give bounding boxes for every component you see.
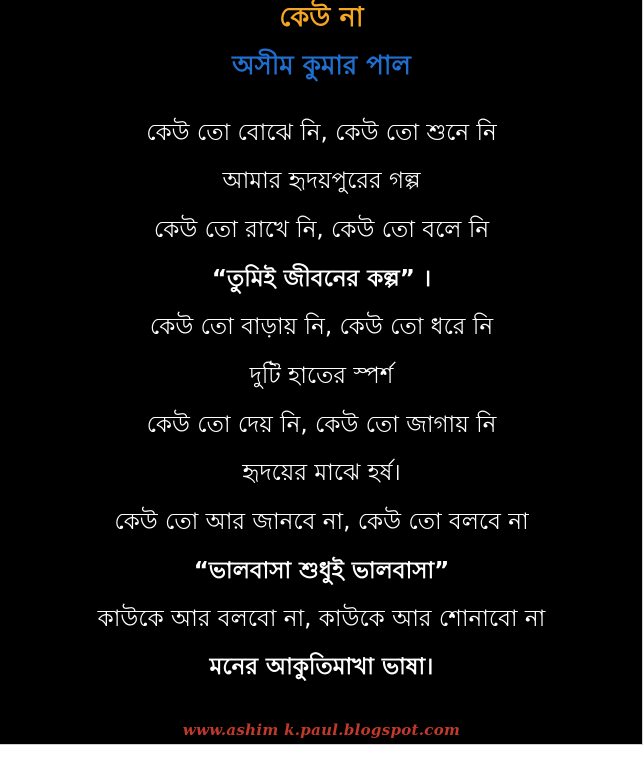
poem-line: কেউ তো দেয় নি, কেউ তো জাগায় নি bbox=[146, 412, 497, 438]
poem-line: “ভালবাসা শুধুই ভালবাসা” bbox=[193, 558, 450, 584]
blog-url: www.ashim k.paul.blogspot.com bbox=[182, 721, 461, 739]
poem-line: আমার হৃদয়পুরের গল্প bbox=[222, 168, 421, 194]
poem-line: মনের আকুতিমাখা ভাষা। bbox=[209, 654, 434, 680]
poem-line: কেউ তো বাড়ায় নি, কেউ তো ধরে নি bbox=[149, 314, 494, 340]
poem-line: “তুমিই জীবনের কল্প” । bbox=[211, 266, 432, 292]
poem-author: অসীম কুমার পাল bbox=[232, 51, 411, 81]
poem-line: হৃদয়ের মাঝে হর্ষ। bbox=[242, 460, 401, 486]
poem-line: কেউ তো রাখে নি, কেউ তো বলে নি bbox=[153, 217, 490, 243]
poem-line: কেউ তো বোঝে নি, কেউ তো শুনে নি bbox=[146, 120, 497, 146]
poem-line: কেউ তো আর জানবে না, কেউ তো বলবে না bbox=[114, 509, 529, 535]
poem-line: কাউকে আর বলবো না, কাউকে আর শোনাবো না bbox=[97, 606, 546, 632]
poem-line: দুটি হাতের স্পর্শ bbox=[249, 363, 394, 389]
poem-title: কেউ না bbox=[279, 2, 364, 33]
bottom-margin bbox=[0, 745, 644, 757]
